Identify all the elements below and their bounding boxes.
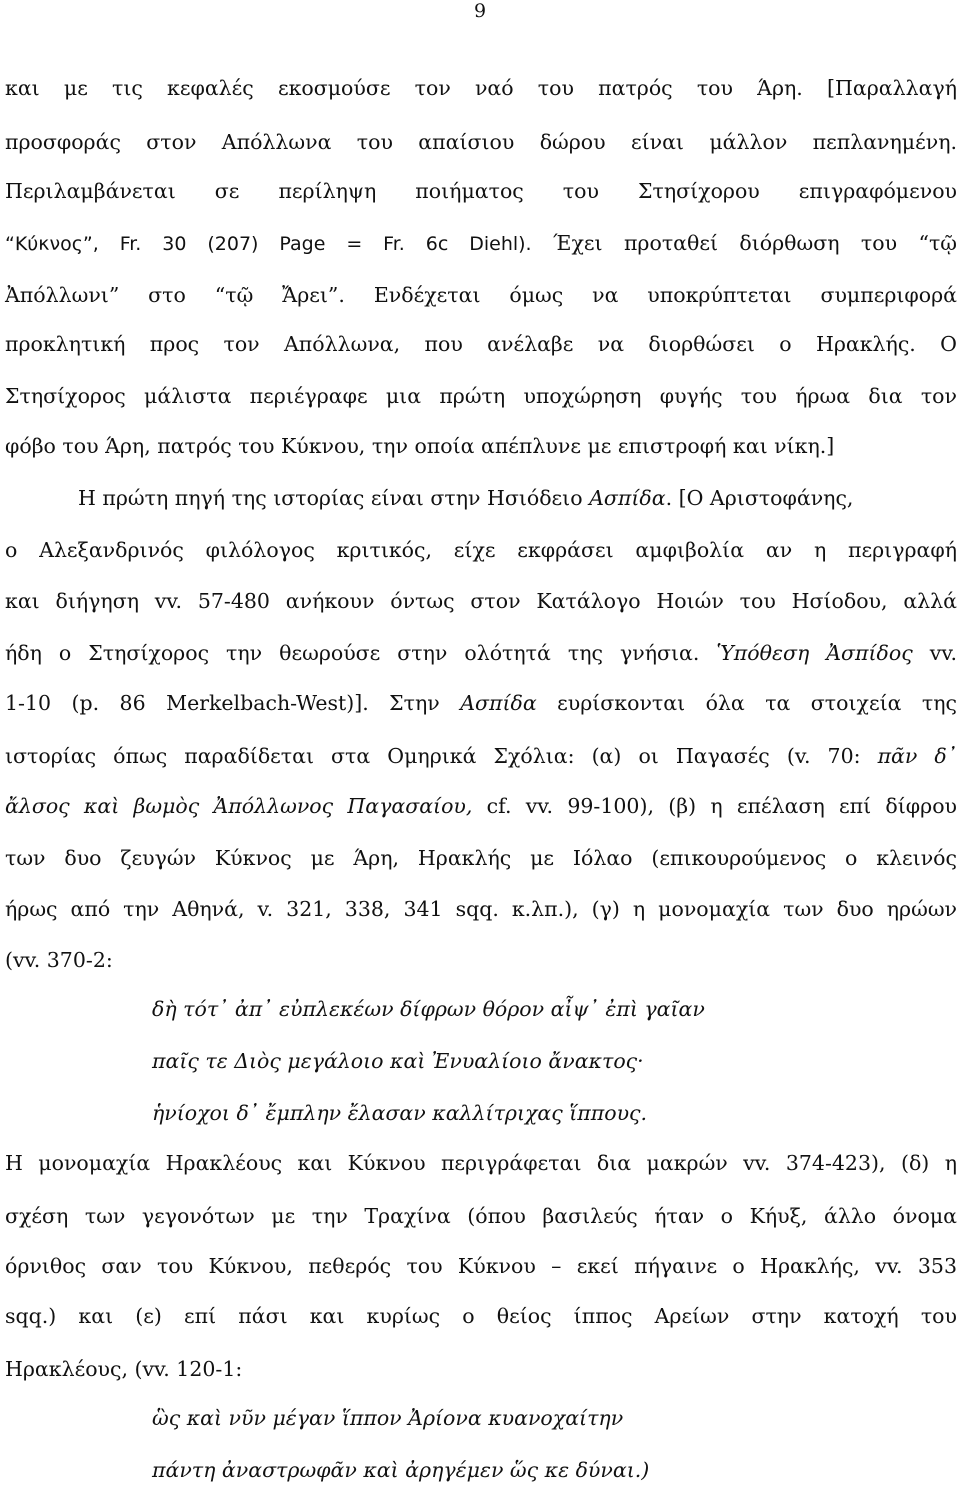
body-line: ιστορίας όπως παραδίδεται στα Ομηρικά Σχόλια: (α) οι Παγασές (v. 70: πᾶν δ᾽ — [5, 744, 957, 768]
verse-line: ὣς καὶ νῦν μέγαν ἵππον Ἀρίονα κυανοχαίτην — [152, 1406, 624, 1430]
verse-line: παῖς τε Διὸς μεγάλοιο καὶ Ἐνυαλίοιο ἄνακτος· — [152, 1049, 644, 1073]
body-line: και με τις κεφαλές εκοσμούσε τον ναό του πατρός του Άρη. [Παραλλαγή — [5, 76, 957, 100]
body-line: ο Αλεξανδρινός φιλόλογος κριτικός, είχε εκφράσει αμφιβολία αν η περιγραφή — [5, 538, 957, 562]
body-line: Η μονομαχία Ηρακλέους και Κύκνου περιγράφεται δια μακρών vv. 374-423), (δ) η — [5, 1151, 957, 1175]
body-line: φόβο του Άρη, πατρός του Κύκνου, την οποία απέπλυνε με επιστροφή και νίκη.] — [5, 434, 835, 458]
body-line: προκλητική προς τον Απόλλωνα, που ανέλαβε να διορθώσει ο Ηρακλής. Ο — [5, 332, 957, 356]
body-line: 1-10 (p. 86 Merkelbach-West)]. Στην Ασπίδα ευρίσκονται όλα τα στοιχεία της — [5, 691, 957, 715]
verse-line: πάντη ἀναστρωφᾶν καὶ ἀρηγέμεν ὥς κε δύναι.) — [152, 1458, 650, 1482]
body-line: (vv. 370-2: — [5, 948, 113, 972]
body-line: Ἀπόλλωνι” στο “τῷ Ἄρει”. Ενδέχεται όμως να υποκρύπτεται συμπεριφορά — [5, 283, 958, 307]
page-number: 9 — [473, 0, 487, 22]
body-line: όρνιθος σαν του Κύκνου, πεθερός του Κύκνου – εκεί πήγαινε ο Ηρακλής, vv. 353 — [5, 1254, 957, 1278]
body-line: sqq.) και (ε) επί πάσι και κυρίως ο θείος ίππος Αρείων στην κατοχή του — [5, 1304, 957, 1328]
body-line: Ηρακλέους, (vv. 120-1: — [5, 1357, 243, 1381]
body-line: ήδη ο Στησίχορος την θεωρούσε στην ολότητά της γνήσια. Ὑπόθεση Ἀσπίδος vv. — [5, 641, 957, 665]
body-line: “Κύκνος”, Fr. 30 (207) Page = Fr. 6c Diehl). Έχει προταθεί διόρθωση του “τῷ — [5, 231, 958, 255]
verse-line: ἡνίοχοι δ᾽ ἔμπλην ἔλασαν καλλίτριχας ἵππους. — [152, 1101, 648, 1125]
body-line: Περιλαμβάνεται σε περίληψη ποιήματος του Στησίχορου επιγραφόμενου — [5, 179, 957, 203]
body-line: ἄλσος καὶ βωμὸς Ἀπόλλωνος Παγασαίου, cf. vv. 99-100), (β) η επέλαση επί δίφρου — [5, 794, 957, 818]
verse-line: δὴ τότ᾽ ἀπ᾽ εὐπλεκέων δίφρων θόρον αἶψ᾽ ἐπὶ γαῖαν — [152, 997, 705, 1021]
body-line: ήρως από την Αθηνά, v. 321, 338, 341 sqq. κ.λπ.), (γ) η μονομαχία των δυο ηρώων — [5, 897, 957, 921]
body-line: σχέση των γεγονότων με την Τραχίνα (όπου βασιλεύς ήταν ο Κήυξ, άλλο όνομα — [5, 1204, 957, 1228]
body-line: των δυο ζευγών Κύκνος με Άρη, Ηρακλής με Ιόλαο (επικουρούμενος ο κλεινός — [5, 846, 957, 870]
body-line: και διήγηση vv. 57-480 ανήκουν όντως στον Κατάλογο Ηοιών του Ησίοδου, αλλά — [5, 589, 957, 613]
body-line: προσφοράς στον Απόλλωνα του απαίσιου δώρου είναι μάλλον πεπλανημένη. — [5, 130, 957, 154]
body-line: Στησίχορος μάλιστα περιέγραφε μια πρώτη υποχώρηση φυγής του ήρωα δια τον — [5, 384, 957, 408]
paragraph-start-line: Η πρώτη πηγή της ιστορίας είναι στην Ησιόδειο Ασπίδα. [Ο Αριστοφάνης, — [78, 486, 854, 510]
